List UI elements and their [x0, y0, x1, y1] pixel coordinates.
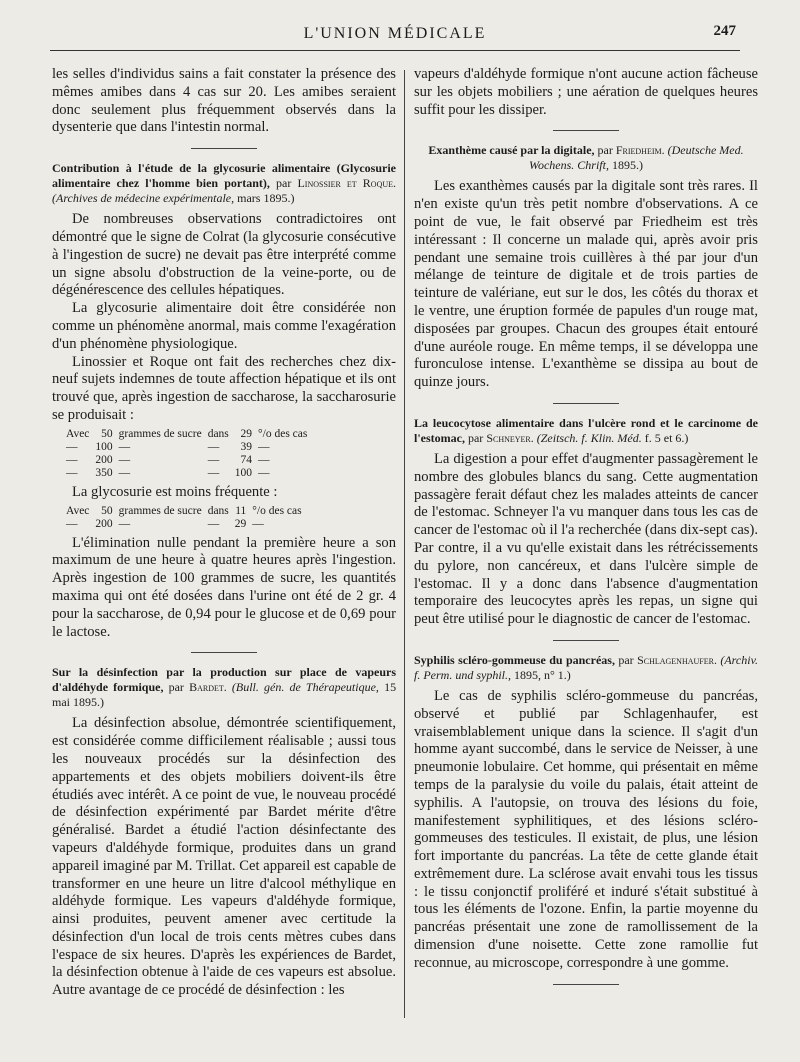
- table-cell: Avec: [66, 504, 90, 517]
- paragraph: Les exanthèmes causés par la digitale sont très rares. Il n'en existe qu'un très petit nombre d'observations. A ce point de vue, le fait observé par Friedheim est très intéressant : Il concerne un malade qui, après avoir pris pendant une semaine trois cuillères à thé par jour d'un mélange de teinture de digitale et de trois parties de teinture de valériane, eut sur le dos, les côtés du thorax et le ventre, une éruption formée de papules d'un rouge mat, disposées par groupes. Chacun des groupes était entouré d'une auréole rouge. En même temps, il se développa une furonculose intense. L'exanthème se dissipa au bout de quinze jours.: [414, 178, 758, 391]
- table-cell: —: [66, 440, 78, 453]
- section-separator: [553, 403, 619, 404]
- article-by: par: [597, 143, 613, 158]
- article-date: f. 5 et 6.): [644, 430, 689, 445]
- table-cell: —: [66, 466, 78, 479]
- table-cell: 11: [235, 504, 247, 517]
- table-cell: —: [207, 517, 220, 530]
- journal-title: L'UNION MÉDICALE: [303, 25, 487, 42]
- article-date: 1895, n° 1.): [514, 667, 571, 682]
- table-row: [66, 505, 308, 518]
- table-cell: —: [207, 440, 220, 453]
- right-column: [414, 66, 758, 997]
- article-title: Syphilis scléro-gommeuse du pancréas,: [414, 652, 615, 667]
- table-cell: grammes de sucre: [118, 504, 202, 517]
- article-author: Friedheim.: [615, 143, 665, 158]
- table-cell: 29: [234, 517, 247, 530]
- article-source: (Bull. gén. de Thérapeutique,: [231, 680, 379, 695]
- table-cell: —: [118, 440, 131, 453]
- article-source: (Archiv. f. Perm. und syphil.,: [414, 652, 759, 682]
- table-cell: —: [66, 453, 78, 466]
- saccharosurie-table: [66, 428, 313, 480]
- section-separator: [191, 148, 257, 149]
- article-authors: Linossier et Roque.: [297, 176, 397, 191]
- paragraph: Linossier et Roque ont fait des recherches chez dix-neuf sujets indemnes de toute affection hépatique et ils ont trouvé que, après ingestion de saccharose, la saccharosurie se produisait :: [52, 353, 396, 423]
- article-author: Schlagenhaufer.: [637, 652, 717, 667]
- table-cell: —: [207, 453, 220, 466]
- glycosurie-table: [66, 505, 308, 531]
- article-author: Schneyer.: [486, 430, 534, 445]
- section-separator: [191, 652, 257, 653]
- table-cell: 74: [240, 453, 253, 466]
- table-cell: —: [252, 517, 264, 530]
- paragraph: L'élimination nulle pendant la première heure a son maximum de une heure à quatre heures après l'ingestion. Après ingestion de 100 grammes de sucre, les quantités maxima qui ont été dosées dans l'urine ont été de 2 gr. 4 pour la saccharose, de 0,94 pour le glucose et de 0,69 pour le lactose.: [52, 534, 396, 640]
- table-cell: —: [66, 517, 78, 530]
- article-date: mars 1895.): [237, 191, 295, 206]
- table-cell: 50: [101, 504, 113, 517]
- article-title: La leucocytose alimentaire dans l'ulcère rond et le carcinome de l'estomac,: [414, 415, 758, 445]
- article-source: (Archives de médecine expérimentale,: [52, 191, 235, 206]
- table-cell: °/o des cas: [258, 427, 308, 440]
- continued-paragraph: vapeurs d'aldéhyde formique n'ont aucune action fâcheuse sur les objets mobiliers ; une aération de quelques heures suffit pour les dissiper.: [414, 66, 758, 118]
- section-separator: [553, 640, 619, 641]
- page-header: [50, 20, 740, 51]
- paragraph: La glycosurie est moins fréquente :: [72, 483, 278, 500]
- table-cell: Avec: [66, 427, 90, 440]
- table-cell: 29: [240, 427, 253, 440]
- table-cell: 50: [101, 427, 113, 440]
- section-separator: [553, 130, 619, 131]
- paragraph: La désinfection absolue, démontrée scientifiquement, est considérée comme difficilement réalisable ; aussi tous les nouveaux procédés sur la désinfection des appartements et des objets mobiliers doivent-ils être étudiés avec intérêt. A ce point de vue, le nouveau procédé de désinfection expérimenté par Bardet mérite d'être généralisé. Bardet a étudié l'action désinfectante des vapeurs d'aldéhyde formique, produites dans un grand appareil imaginé par M. Trillat. Cet appareil est capable de transformer en une heure un litre d'alcool méthylique en aldéhyde formique. Les vapeurs d'aldéhyde formique, ainsi produites, peuvent amener avec certitude la désinfection d'un local de trois cents mètres cubes dans l'espace de six heures. D'après les expériences de Bardet, la désinfection obtenue à l'aide de ces vapeurs est absolue. Autre avantage de ce procédé de désinfection : les: [52, 715, 396, 999]
- paragraph: La digestion a pour effet d'augmenter passagèrement le nombre des globules blancs du sang. Cette augmentation passagère ferait défaut chez les malades atteints de cancer de l'estomac. Schneyer l'a vu manquer dans tous les cas de cancer de l'estomac où il l'a recherchée (dans dix-sept cas). Par contre, il a vu qu'elle existait dans les rétrécissements du pylore, non cancéreux, et dans l'ulcère simple de l'estomac. Il y a donc dans l'absence d'augmentation temporaire des leucocytes après les repas, un signe qui peut être utilisé pour le diagnostic de cancer de l'estomac.: [414, 450, 758, 628]
- paragraph: De nombreuses observations contradictoires ont démontré que le signe de Colrat (la glycosurie consécutive à l'ingestion de sucre) ne devait pas être interprété comme un signe absolu d'obstruction de la veine-porte, ou de dégénérescence des cellules hépatiques.: [52, 211, 396, 299]
- table-cell: dans: [207, 504, 229, 517]
- table-cell: 350: [95, 466, 113, 479]
- article-heading-exantheme: [414, 143, 758, 173]
- article-source: (Zeitsch. f. Klin. Méd.: [536, 430, 642, 445]
- table-cell: —: [207, 466, 220, 479]
- table-cell: 100: [234, 466, 253, 479]
- table-cell: dans: [207, 427, 229, 440]
- article-title: Exanthème causé par la digitale,: [428, 143, 595, 158]
- table-cell: 200: [95, 453, 113, 466]
- table-row: [66, 428, 313, 441]
- article-title: Contribution à l'étude de la glycosurie alimentaire (Glycosurie alimentaire chez l'homme bien portant),: [52, 161, 396, 191]
- article-title: Sur la désinfection par la production sur place de vapeurs d'aldéhyde formique,: [52, 665, 396, 695]
- table-row: [66, 518, 308, 531]
- intro-paragraph: les selles d'individus sains a fait constater la présence des mêmes amibes dans 4 cas sur 20. Les amibes seraient donc seulement plus fréquemment observés dans la dysenterie que dans l'intestin normal.: [52, 66, 396, 136]
- article-by: par: [467, 430, 484, 445]
- table-cell: —: [118, 453, 131, 466]
- article-heading-leucocytose: [414, 416, 758, 446]
- page-number: 247: [713, 23, 736, 39]
- article-heading-glycosurie: [52, 161, 396, 206]
- table-cell: —: [258, 466, 270, 479]
- left-column: [52, 66, 396, 1000]
- table-row: [66, 441, 313, 454]
- table-cell: —: [118, 466, 131, 479]
- article-date: 1895.): [611, 158, 643, 173]
- article-heading-desinfection: [52, 665, 396, 710]
- article-date: 15 mai 1895.): [52, 680, 397, 710]
- article-author: Bardet.: [189, 680, 227, 695]
- table-cell: —: [258, 453, 270, 466]
- table-cell: —: [118, 517, 131, 530]
- table-cell: 200: [95, 517, 113, 530]
- table-cell: 100: [95, 440, 113, 453]
- table-cell: —: [258, 440, 270, 453]
- table-cell: °/o des cas: [252, 504, 302, 517]
- column-divider: [404, 70, 405, 1018]
- article-by: par: [618, 652, 634, 667]
- paragraph: La glycosurie alimentaire doit être considérée non comme un phénomène anormal, mais comme l'exagération d'un phénomène physiologique.: [52, 300, 396, 352]
- paragraph: Le cas de syphilis scléro-gommeuse du pancréas, observé et publié par Schlagenhaufer, est vraisemblablement unique dans la science. Il s'agit d'un homme ayant succombé, dans le service de Neisser, à une pneumonie lobulaire. Cet homme, qui présentait en même temps de la paralysie du voile du palais, était atteint de syphilis. A l'autopsie, on trouva des lésions du foie, manifestement syphilitiques, et des lésions scléro-gommeuses des testicules. Il existait, de plus, une lésion fort importante du pancréas. La tête de cette glande était extrêmement dure. La sclérose avait envahi tous les tissus : le tissu conjonctif proliféré et induré s'était substitué à tous les éléments de l'ozone. Enfin, la partie moyenne du pancréas présentait une zone de ramollissement de la dimension d'une noisette. Cette zone ramollie fut reconnue, au microscope, correspondre à une gomme.: [414, 687, 758, 971]
- table-cell: grammes de sucre: [118, 427, 202, 440]
- article-by: par: [168, 680, 184, 695]
- article-by: par: [276, 176, 292, 191]
- table-row: [66, 454, 313, 467]
- article-source: (Deutsche Med. Wochens. Chrift,: [529, 143, 744, 173]
- table-row: [66, 467, 313, 480]
- table-cell: 39: [240, 440, 253, 453]
- article-heading-syphilis: [414, 653, 758, 683]
- end-separator: [553, 984, 619, 985]
